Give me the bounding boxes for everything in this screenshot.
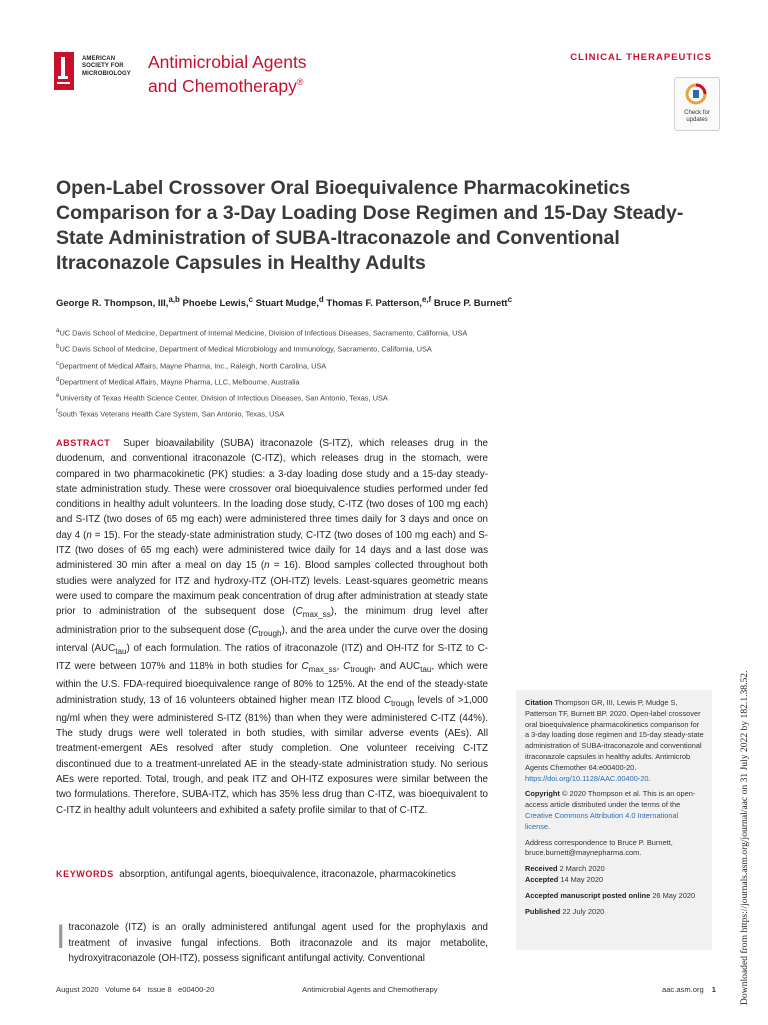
keywords-label: KEYWORDS xyxy=(56,869,114,879)
abstract-label: ABSTRACT xyxy=(56,438,111,448)
journal-logo xyxy=(52,46,352,116)
section-label: CLINICAL THERAPEUTICS xyxy=(570,52,712,63)
date-published: Published 22 July 2020 xyxy=(525,906,605,916)
author[interactable]: George R. Thompson, III,$^{a,b}$ xyxy=(56,295,180,310)
drop-cap: I xyxy=(56,918,66,956)
correspondence: Address correspondence to Bruce P. Burnett, bruce.burnett@maynepharma.com. xyxy=(525,837,673,858)
download-note-text: Downloaded from https://journals.asm.org/journal/aac on 31 July 2022 by 182.1.38.52. xyxy=(739,670,750,1005)
author[interactable]: Phoebe Lewis,$^c$ xyxy=(182,295,253,310)
keywords xyxy=(56,867,488,882)
affiliation: $^b$UC Davis School of Medicine, Department of Medical Microbiology and Immunology, Sacramento, California, USA xyxy=(56,343,432,354)
issue-info: August 2020 Volume 64 Issue 8 e00400-20 xyxy=(56,985,215,994)
author-list xyxy=(56,295,696,309)
keywords-text: absorption, antifungal agents, bioequivalence, itraconazole, pharmacokinetics xyxy=(119,869,456,880)
affiliation: $^d$Department of Medical Affairs, Mayne Pharma, LLC, Melbourne, Australia xyxy=(56,375,300,387)
check-for-updates-button[interactable] xyxy=(674,77,720,131)
date-received: Received 2 March 2020 xyxy=(525,864,605,874)
affiliation-list xyxy=(56,327,696,425)
abstract: ABSTRACT Super bioavailability (SUBA) itraconazole (S-ITZ), which releases drug in the duodenum, and conventional itraconazole (C-ITZ), which releases drug in the stomach, were compared in two pharmacokinetic (PK) studies: a 3-day loading dose study and a 15-day steady-state administration study. These were crossover oral bioequivalence studies performed under fed conditions in healthy adult volunteers. In the loading dose study, C-ITZ (two doses of 100 mg each) and S-ITZ (two doses of 65 mg each) were administered three times daily for 3 days and once on day 4 (n = 15). For the steady-state administration study, C-ITZ (two doses of 100 mg each) and S-ITZ (two doses of 65 mg each) were administered twice daily for 14 days and a last dose was administered 30 min after a meal on day 15 (n = 16). Blood samples collected throughout both studies were analyzed for ITZ and hydroxy-ITZ (OH-ITZ) levels. Least-squares geometric means were used to compare the maximum peak concentration of drug after administration at steady state prior to administration of the subsequent dose $(C_{max\_ss})$, the minimum drug level after administration prior to the subsequent dose $(C_{trough})$, and the area under the curve over the dosing interval $(AUC_{tau})$ of each formulation. The ratios of itraconazole (ITZ) and OH-ITZ for S-ITZ to C-ITZ were between 107% and 118% in both studies for $C_{max\_ss}$, $C_{trough}$, and $AUC_{tau}$, which were within the U.S. FDA-required bioequivalence range of 80% to 125%. At the end of the steady-state administration study, 13 of 16 volunteers obtained higher mean ITZ blood $C_{trough}$ levels of >1,000 ng/ml when they were administered S-ITZ (81%) than when they were administered C-ITZ (44%). The study drugs were well tolerated in both studies, with similar adverse events (AEs). All treatment-emergent AEs resolved after study completion. One volunteer receiving C-ITZ discontinued due to a treatment-unrelated AE in the steady-state administration study. No serious AEs were reported. Total, trough, and peak ITZ and OH-ITZ exposures were similar between the two formulations. Therefore, SUBA-ITZ, which has 35% less drug than C-ITZ, was bioequivalent to C-ITZ in healthy adult volunteers and exhibited a safety profile similar to that of C-ITZ. xyxy=(56,438,488,816)
affiliation: $^e$University of Texas Health Science Center, Division of Infectious Diseases, San Antonio, Texas, USA xyxy=(56,392,388,403)
doi-link[interactable]: https://doi.org/10.1128/AAC.00400-20 xyxy=(525,773,649,783)
journal-title: Antimicrobial Agents and Chemotherapy® xyxy=(148,52,307,96)
journal-site-link[interactable]: aac.asm.org xyxy=(661,985,704,994)
article-title: Open-Label Crossover Oral Bioequivalence Pharmacokinetics Comparison for a 3-Day Loading Dose Regimen and 15-Day Steady-State Administration of SUBA-Itraconazole and Conventional Itraconazole Capsules in Healthy Adults xyxy=(56,177,684,274)
check-updates-icon xyxy=(685,83,707,105)
affiliation: $^f$South Texas Veterans Health Care System, San Antonio, Texas, USA xyxy=(56,408,285,419)
affiliation: $^c$Department of Medical Affairs, Mayne Pharma, Inc., Raleigh, North Carolina, USA xyxy=(56,359,327,371)
citation-sidebar xyxy=(516,690,712,950)
intro-paragraph: Itraconazole (ITZ) is an orally administered antifungal agent used for the prophylaxis and treatment of invasive fungal infections. Both itraconazole and its major metabolite, hydroxyitraconazole (OH-ITZ), possess significant antifungal activity. Conventional xyxy=(56,918,488,965)
affiliation: $^a$UC Davis School of Medicine, Department of Internal Medicine, Division of Infectious Diseases, Sacramento, California, USA xyxy=(56,327,468,338)
author[interactable]: Thomas F. Patterson,$^{e,f}$ xyxy=(326,295,432,310)
author[interactable]: Bruce P. Burnett$^c$ xyxy=(433,295,512,310)
citation: Citation Thompson GR, III, Lewis P, Mudge S, Patterson TF, Burnett BP. 2020. Open-label crossover oral bioequivalence pharmacokinetics comparison for a 3-day loading dose regimen and 15-day steady-state administration of SUBA-itraconazole and conventional itraconazole capsules in healthy adults. Antimicrob Agents Chemother 64:e00400-20. https://doi.org/10.1128/AAC.00400-20. xyxy=(525,698,704,783)
date-posted: Accepted manuscript posted online 26 May 2020 xyxy=(525,890,696,900)
footer-journal: Antimicrobial Agents and Chemotherapy xyxy=(302,985,438,994)
check-label-2: updates xyxy=(686,117,708,123)
asm-logo-icon xyxy=(52,52,78,92)
copyright: Copyright © 2020 Thompson et al. This is an open-access article distributed under the terms of the Creative Commons Attribution 4.0 International license. xyxy=(525,789,696,831)
license-link[interactable]: Creative Commons Attribution 4.0 International license xyxy=(525,810,679,831)
date-accepted: Accepted 14 May 2020 xyxy=(525,874,604,884)
page-number: 1 xyxy=(711,985,716,994)
author[interactable]: Stuart Mudge,$^d$ xyxy=(255,295,324,310)
check-label-1: Check for xyxy=(684,110,710,116)
download-note xyxy=(732,600,754,1020)
publisher-name: AMERICAN SOCIETY FOR MICROBIOLOGY xyxy=(82,56,131,77)
